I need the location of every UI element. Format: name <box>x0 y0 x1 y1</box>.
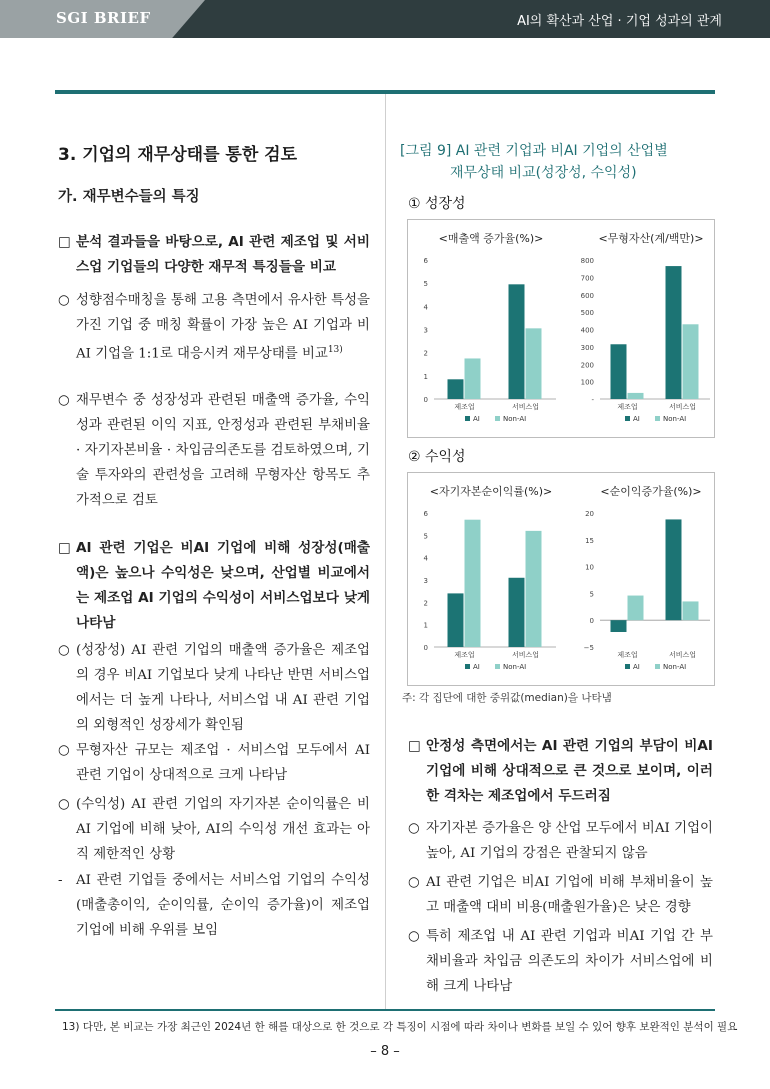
paragraph-6 <box>58 738 370 788</box>
legend-label: Non-AI <box>503 415 527 423</box>
chart-title: <매출액 증가율(%)> <box>438 232 544 245</box>
paragraph-marker: ○ <box>58 797 70 812</box>
paragraph-text: 무형자산 규모는 제조업 · 서비스업 모두에서 AI 관련 기업이 상대적으로 크게 나타남 <box>76 743 370 783</box>
y-tick-label: 2 <box>423 599 428 608</box>
x-tick-label: 제조업 <box>454 403 475 411</box>
figure-section-profitability: ② 수익성 <box>408 449 466 465</box>
paragraph-12 <box>408 924 713 999</box>
legend-label: AI <box>633 415 640 423</box>
y-tick-label: 2 <box>423 349 428 358</box>
y-tick-label: 5 <box>423 532 428 541</box>
paragraph-marker: ○ <box>58 743 70 758</box>
legend-swatch <box>495 664 500 669</box>
paragraph-7 <box>58 792 370 867</box>
paragraph-11 <box>408 870 713 920</box>
legend-swatch <box>655 664 660 669</box>
paragraph-text: 성향점수매칭을 통해 고용 측면에서 유사한 특성을 가진 기업 중 매칭 확률이 가장 높은 AI 기업과 비AI 기업을 1:1로 대응시켜 재무상태를 비교 <box>76 293 370 362</box>
y-tick-label: −5 <box>583 644 594 652</box>
x-tick-label: 서비스업 <box>511 403 540 411</box>
paragraph-3 <box>58 388 370 513</box>
figure-section-growth: ① 성장성 <box>408 196 466 212</box>
paragraph-marker: ○ <box>408 875 420 890</box>
y-tick-label: 6 <box>423 257 428 265</box>
x-tick-label: 서비스업 <box>668 651 697 659</box>
figure-title-line1: [그림 9] AI 관련 기업과 비AI 기업의 산업별 <box>400 143 668 159</box>
y-tick-label: 0 <box>589 617 594 626</box>
chart-title: <무형자산(계/백만)> <box>598 232 704 245</box>
paragraph-text: 분석 결과들을 바탕으로, AI 관련 제조업 및 서비스업 기업들의 다양한 재무적 특징들을 비교 <box>76 234 370 275</box>
figure-note: 주: 각 집단에 대한 중위값(median)을 나타냄 <box>402 692 612 704</box>
report-title: AI의 확산과 산업 · 기업 성과의 관계 <box>517 14 722 29</box>
y-tick-label: 700 <box>580 274 594 283</box>
paragraph-marker: ○ <box>408 929 420 944</box>
chart-title: <순이익증가율(%)> <box>600 485 702 498</box>
y-tick-label: 6 <box>423 510 428 518</box>
bar-non-ai <box>526 328 542 399</box>
paragraph-marker: □ <box>58 234 71 250</box>
x-tick-label: 서비스업 <box>668 403 697 411</box>
bottom-rule <box>55 1009 715 1011</box>
section-title: 3. 기업의 재무상태를 통한 검토 <box>58 145 298 165</box>
y-tick-label: - <box>591 396 594 404</box>
legend-swatch <box>465 416 470 421</box>
bar-ai <box>509 578 525 647</box>
paragraph-1 <box>58 230 370 280</box>
legend-label: AI <box>473 415 480 423</box>
column-divider <box>385 94 386 1009</box>
bar-non-ai <box>526 531 542 647</box>
bar-ai <box>611 344 627 399</box>
paragraph-text: 재무변수 중 성장성과 관련된 매출액 증가율, 수익성과 관련된 이익 지표, 안정성과 관련된 부채비율 · 자기자본비율 · 차입금의존도를 검토하였으며, 기술 투자와의 관련성을 고려해 무형자산 항목도 추가적으로 검토 <box>76 393 370 508</box>
paragraph-8 <box>58 868 370 943</box>
x-tick-label: 제조업 <box>617 651 638 659</box>
legend-swatch <box>625 664 630 669</box>
paragraph-text: (수익성) AI 관련 기업의 자기자본 순이익률은 비AI 기업에 비해 낮아, AI의 수익성 개선 효과는 아직 제한적인 상황 <box>76 797 370 862</box>
y-tick-label: 5 <box>423 280 428 289</box>
y-tick-label: 4 <box>423 303 428 312</box>
legend-label: Non-AI <box>503 663 527 671</box>
y-tick-label: 15 <box>585 536 594 545</box>
bar-ai <box>666 266 682 399</box>
bar-ai <box>448 379 464 399</box>
y-tick-label: 400 <box>580 326 594 335</box>
bar-non-ai <box>683 324 699 399</box>
paragraph-2 <box>58 288 370 366</box>
y-tick-label: 3 <box>423 326 428 335</box>
chart-intangible-assets <box>562 220 716 439</box>
y-tick-label: 4 <box>423 554 428 563</box>
chart-panel-growth <box>407 219 715 438</box>
paragraph-text: AI 관련 기업은 비AI 기업에 비해 성장성(매출액)은 높으나 수익성은 낮으며, 산업별 비교에서는 제조업 AI 기업의 수익성이 서비스업보다 낮게 나타남 <box>76 540 370 631</box>
chart-title: <자기자본순이익률(%)> <box>429 485 553 498</box>
paragraph-9 <box>408 734 713 809</box>
page-header <box>0 0 770 38</box>
y-tick-label: 1 <box>423 372 428 381</box>
paragraph-text: 안정성 측면에서는 AI 관련 기업의 부담이 비AI 기업에 비해 상대적으로 큰 것으로 보이며, 이러한 격차는 제조업에서 두드러짐 <box>426 738 713 804</box>
paragraph-text: AI 관련 기업들 중에서는 서비스업 기업의 수익성(매출총이익, 순이익률, 순이익 증가율)이 제조업 기업에 비해 우위를 보임 <box>76 873 370 938</box>
paragraph-text: AI 관련 기업은 비AI 기업에 비해 부채비율이 높고 매출액 대비 비용(매출원가율)은 낮은 경향 <box>426 875 713 915</box>
legend-label: Non-AI <box>663 415 687 423</box>
paragraph-text: (성장성) AI 관련 기업의 매출액 증가율은 제조업의 경우 비AI 기업보다 낮게 나타난 반면 서비스업에서는 더 높게 나타나, 서비스업 내 AI 관련 기업의 외형적인 성장세가 확인됨 <box>76 643 370 733</box>
sub-title: 가. 재무변수들의 특징 <box>58 189 200 205</box>
y-tick-label: 3 <box>423 577 428 585</box>
bar-non-ai <box>465 358 481 399</box>
paragraph-marker: ○ <box>58 393 70 408</box>
y-tick-label: 200 <box>580 361 594 370</box>
bar-ai <box>509 284 525 399</box>
legend-label: AI <box>633 663 640 671</box>
paragraph-5 <box>58 638 370 738</box>
y-tick-label: 500 <box>580 309 594 318</box>
bar-ai <box>448 593 464 647</box>
paragraph-text: 특히 제조업 내 AI 관련 기업과 비AI 기업 간 부채비율과 차입금 의존도의 차이가 서비스업에 비해 크게 나타남 <box>426 929 713 994</box>
paragraph-10 <box>408 816 713 866</box>
figure-title-line2: 재무상태 비교(성장성, 수익성) <box>450 165 637 181</box>
y-tick-label: 5 <box>589 590 594 599</box>
bar-non-ai <box>465 520 481 647</box>
bar-non-ai <box>628 596 644 621</box>
y-tick-label: 0 <box>423 644 428 652</box>
footnote-ref: 13) <box>327 345 343 355</box>
figure-title <box>400 140 712 184</box>
chart-roe <box>408 473 562 687</box>
paragraph-marker: ○ <box>58 643 70 658</box>
brand-logo: SGI BRIEF <box>56 9 151 27</box>
chart-panel-profitability <box>407 472 715 686</box>
paragraph-marker: ○ <box>408 821 420 836</box>
chart-net-income-growth <box>562 473 716 687</box>
legend-swatch <box>495 416 500 421</box>
paragraph-4 <box>58 536 370 636</box>
legend-swatch <box>625 416 630 421</box>
y-tick-label: 600 <box>580 291 594 300</box>
legend-swatch <box>655 416 660 421</box>
y-tick-label: 0 <box>423 396 428 404</box>
y-tick-label: 10 <box>585 563 594 572</box>
y-tick-label: 100 <box>580 378 594 387</box>
paragraph-marker: ○ <box>58 293 70 308</box>
y-tick-label: 300 <box>580 343 594 352</box>
x-tick-label: 서비스업 <box>511 651 540 659</box>
y-tick-label: 1 <box>423 621 428 630</box>
legend-label: AI <box>473 663 480 671</box>
legend-swatch <box>465 664 470 669</box>
footnote: 13) 다만, 본 비교는 가장 최근인 2024년 한 해를 대상으로 한 것으로 각 특징이 시점에 따라 차이나 변화를 보일 수 있어 향후 보완적인 분석이 필요 <box>62 1021 738 1033</box>
page-number: – 8 – <box>370 1044 400 1059</box>
x-tick-label: 제조업 <box>454 651 475 659</box>
bar-non-ai <box>683 601 699 620</box>
x-tick-label: 제조업 <box>617 403 638 411</box>
bar-ai <box>611 620 627 632</box>
bar-non-ai <box>628 393 644 399</box>
paragraph-marker: - <box>58 873 63 888</box>
y-tick-label: 800 <box>580 257 594 265</box>
paragraph-marker: □ <box>408 738 421 754</box>
y-tick-label: 20 <box>585 510 594 518</box>
paragraph-marker: □ <box>58 540 71 556</box>
chart-sales-growth <box>408 220 562 439</box>
paragraph-text: 자기자본 증가율은 양 산업 모두에서 비AI 기업이 높아, AI 기업의 강점은 관찰되지 않음 <box>426 821 713 861</box>
bar-ai <box>666 519 682 620</box>
legend-label: Non-AI <box>663 663 687 671</box>
